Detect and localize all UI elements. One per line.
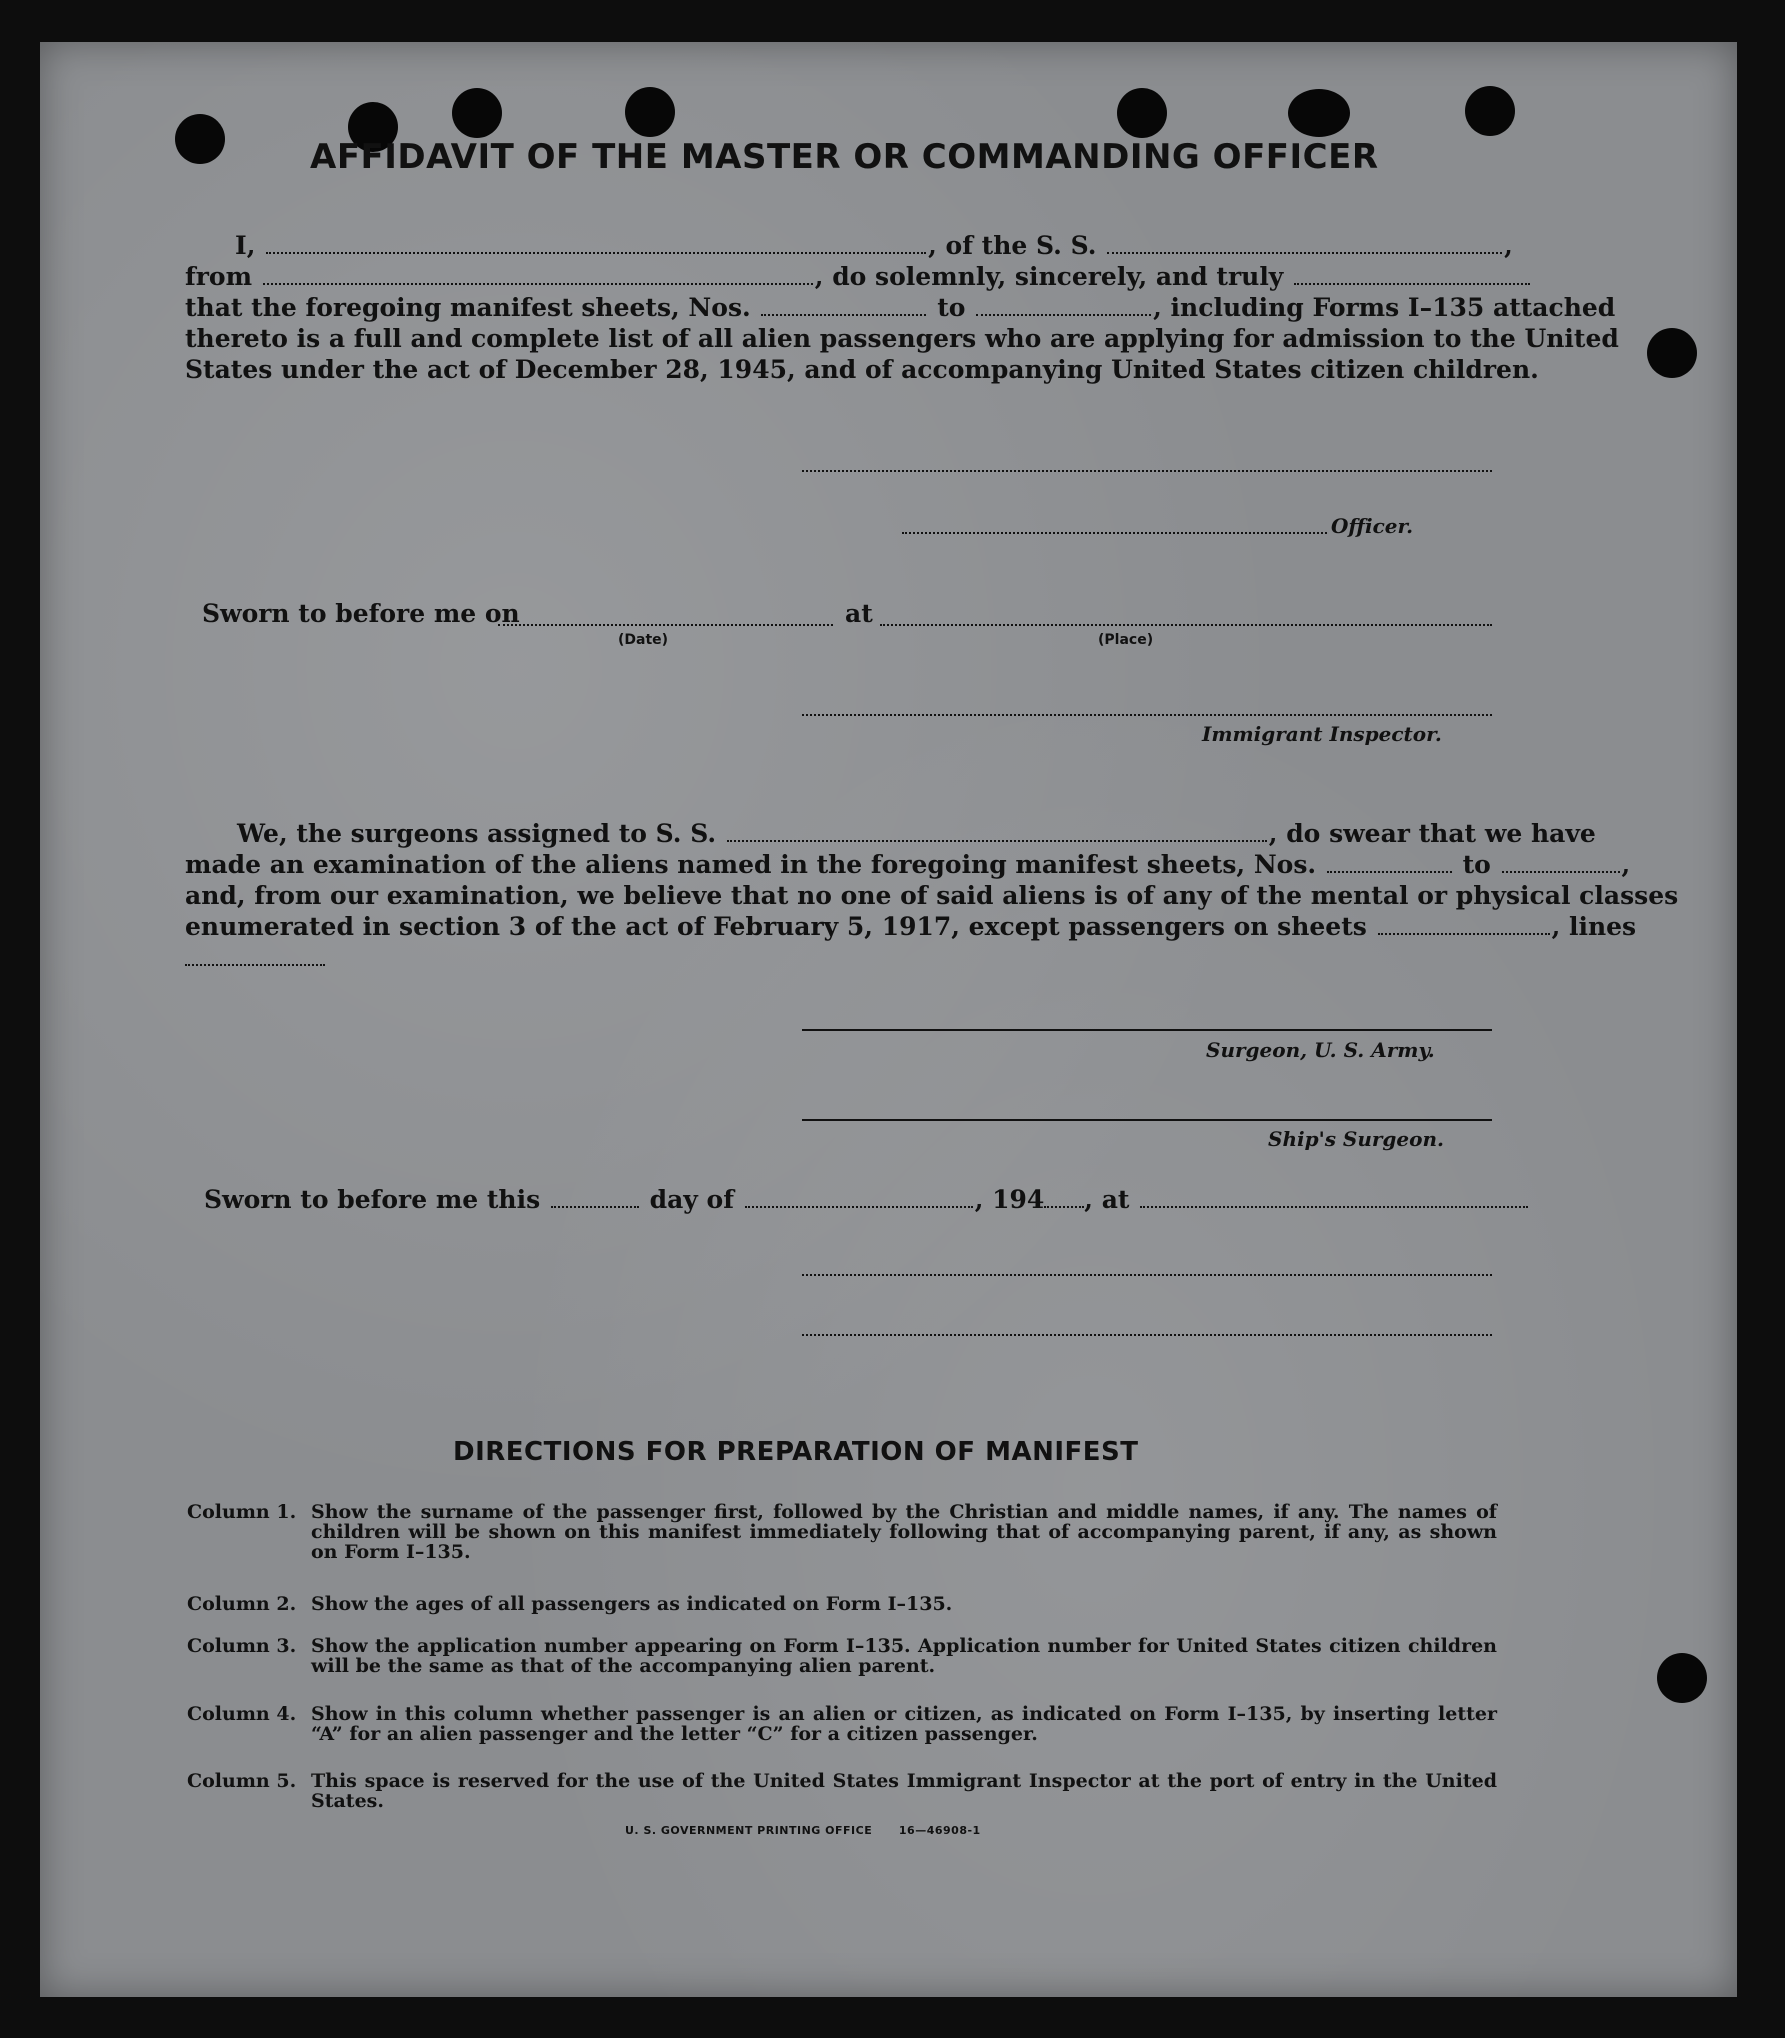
sworn-this-day (204, 1185, 1530, 1214)
surgeons-text: , (1621, 850, 1631, 879)
sworn2-text: Sworn to before me this (204, 1185, 541, 1214)
surgeon-sheet-to-field[interactable] (1502, 857, 1620, 873)
punch-hole (1647, 328, 1697, 378)
direction-label: Column 2. (187, 1593, 297, 1615)
punch-hole (625, 87, 675, 137)
army-surgeon-label: Surgeon, U. S. Army. (1206, 1038, 1435, 1062)
sworn2-text: , 194 (974, 1185, 1045, 1214)
direction-column-4 (187, 1704, 1497, 1746)
surgeons-paragraph (185, 818, 1679, 973)
direction-column-1 (187, 1502, 1497, 1564)
affidavit-line-1 (185, 230, 1513, 261)
form-code: 16—46908-1 (898, 1824, 981, 1837)
surgeons-line-3: and, from our examination, we believe that no one of said aliens is of any of the mental or physical classes (185, 881, 1679, 910)
except-lines-field[interactable] (185, 950, 325, 966)
ship-surgeon-label: Ship's Surgeon. (1268, 1127, 1444, 1151)
date-field[interactable] (498, 624, 833, 626)
ship-name-field[interactable] (1107, 238, 1502, 254)
inspector-label: Immigrant Inspector. (1202, 722, 1442, 746)
oath-field[interactable] (1294, 269, 1530, 285)
printing-office-footer (625, 1824, 981, 1837)
affidavit-text: that the foregoing manifest sheets, Nos. (185, 293, 751, 322)
affidavit-line-4: thereto is a full and complete list of all alien passengers who are applying for admission to the United (185, 324, 1619, 353)
direction-label: Column 5. (187, 1770, 297, 1792)
except-sheets-field[interactable] (1378, 919, 1550, 935)
direction-text: This space is reserved for the use of the United States Immigrant Inspector at the port of entry in the United States. (311, 1770, 1497, 1812)
punch-hole (175, 114, 225, 164)
sworn2-signature-line[interactable] (802, 1274, 1492, 1276)
affidavit-text: to (937, 293, 966, 322)
affidavit-line-2 (185, 261, 1495, 292)
master-signature-line[interactable] (802, 470, 1492, 472)
inspector-signature-line[interactable] (802, 714, 1492, 716)
surgeons-text: to (1462, 850, 1491, 879)
surgeons-line-1 (185, 818, 1596, 849)
date-label: (Date) (618, 632, 669, 648)
month-field[interactable] (745, 1192, 973, 1208)
officer-title-line[interactable] (902, 532, 1327, 534)
affidavit-line-5: States under the act of December 28, 1945, and of accompanying United States citizen children. (185, 355, 1539, 384)
direction-column-3 (187, 1636, 1497, 1678)
surgeons-text: We, the surgeons assigned to S. S. (237, 819, 717, 848)
ship-surgeon-signature-line[interactable] (802, 1119, 1492, 1121)
sheet-to-field[interactable] (976, 300, 1151, 316)
day-field[interactable] (551, 1192, 639, 1208)
punch-hole (1117, 88, 1167, 138)
printer-name: U. S. GOVERNMENT PRINTING OFFICE (625, 1824, 873, 1837)
surgeons-line-2 (185, 849, 1631, 880)
direction-text: Show in this column whether passenger is an alien or citizen, as indicated on Form I–135, by inserting letter “A” for an alien passenger and the letter “C” for a citizen passenger. (311, 1703, 1497, 1745)
surgeons-line-4 (185, 911, 1637, 942)
direction-label: Column 3. (187, 1635, 297, 1657)
surgeon-sheet-from-field[interactable] (1327, 857, 1452, 873)
direction-column-2 (187, 1594, 1497, 1616)
affidavit-title: AFFIDAVIT OF THE MASTER OR COMMANDING OFFICER (310, 137, 1379, 177)
sworn-at: at (845, 599, 873, 628)
army-surgeon-signature-line[interactable] (802, 1029, 1492, 1031)
place-label: (Place) (1098, 632, 1154, 648)
sworn2-place-field[interactable] (1140, 1192, 1528, 1208)
affidavit-text: , do solemnly, sincerely, and truly (814, 262, 1284, 291)
sworn2-title-line[interactable] (802, 1334, 1492, 1336)
direction-label: Column 1. (187, 1501, 297, 1523)
affidavit-paragraph (185, 230, 1619, 385)
direction-text: Show the ages of all passengers as indicated on Form I–135. (311, 1593, 953, 1615)
sworn-before-on (202, 599, 520, 628)
sworn-text: Sworn to before me on (202, 599, 520, 628)
surgeons-text: , lines (1551, 912, 1637, 941)
directions-title: DIRECTIONS FOR PREPARATION OF MANIFEST (453, 1437, 1139, 1467)
year-field[interactable] (1044, 1192, 1084, 1208)
direction-text: Show the surname of the passenger first, followed by the Christian and middle names, if any. The names of children will be shown on this manifest immediately following that of accompanying parent, if any, as shown on Form I–135. (311, 1501, 1497, 1563)
document-page (40, 42, 1737, 1997)
affidavit-text: , (1504, 231, 1513, 260)
punch-hole (452, 88, 502, 138)
punch-hole (1657, 1653, 1707, 1703)
punch-hole (1288, 89, 1350, 137)
punch-hole (1465, 86, 1515, 136)
affidavit-text: , of the S. S. (928, 231, 1097, 260)
direction-text: Show the application number appearing on Form I–135. Application number for United States citizen children will be the same as that of the accompanying alien parent. (311, 1635, 1497, 1677)
from-port-field[interactable] (263, 269, 813, 285)
place-field[interactable] (880, 624, 1492, 626)
affidavit-text: , including Forms I–135 attached (1153, 293, 1616, 322)
surgeons-text: made an examination of the aliens named in the foregoing manifest sheets, Nos. (185, 850, 1317, 879)
officer-label: Officer. (1331, 514, 1414, 538)
sworn2-text: , at (1084, 1185, 1130, 1214)
affidavit-text: I, (235, 231, 256, 260)
affidavit-line-3 (185, 292, 1616, 323)
sworn2-text: day of (649, 1185, 734, 1214)
direction-label: Column 4. (187, 1703, 297, 1725)
surgeon-ship-field[interactable] (727, 826, 1267, 842)
surgeons-text: enumerated in section 3 of the act of February 5, 1917, except passengers on sheets (185, 912, 1367, 941)
affidavit-text: from (185, 262, 253, 291)
name-field[interactable] (266, 238, 926, 254)
surgeons-text: , do swear that we have (1268, 819, 1596, 848)
sheet-from-field[interactable] (761, 300, 926, 316)
direction-column-5 (187, 1771, 1497, 1813)
surgeons-line-5 (185, 942, 1495, 973)
